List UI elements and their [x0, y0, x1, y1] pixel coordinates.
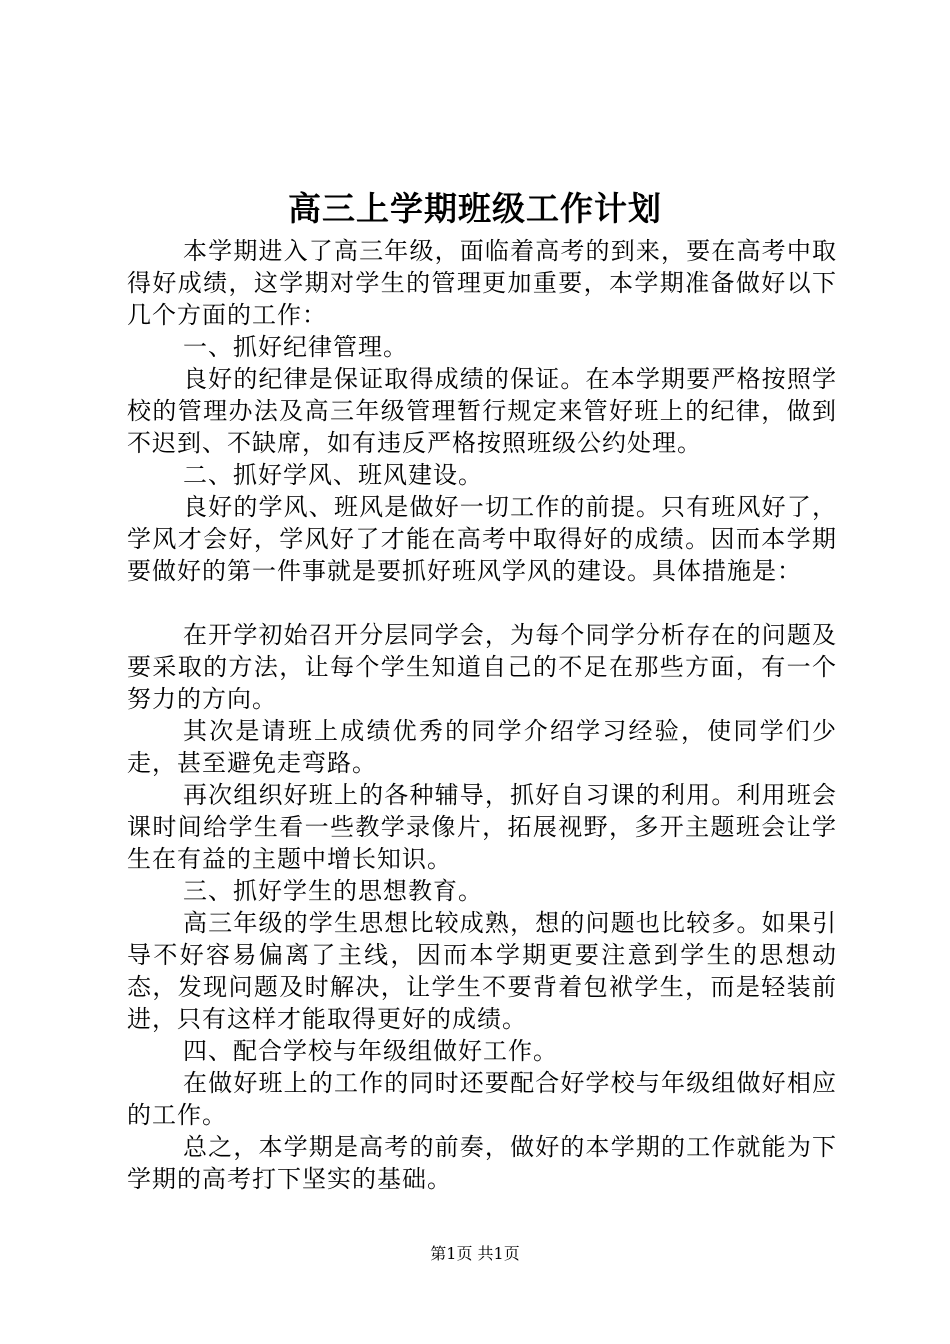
section-heading-thought-education: 三、抓好学生的思想教育。	[183, 877, 483, 905]
paragraph-cooperation: 在做好班上的工作的同时还要配合好学校与年级组做好相应的工作。	[127, 1069, 837, 1129]
document-body	[127, 235, 837, 1195]
paragraph-measure-experience: 其次是请班上成绩优秀的同学介绍学习经验，使同学们少走，甚至避免走弯路。	[127, 717, 837, 777]
paragraph-study-style: 良好的学风、班风是做好一切工作的前提。只有班风好了，学风才会好，学风好了才能在高考中取得好的成绩。因而本学期要做好的第一件事就是要抓好班风学风的建设。具体措施是：	[127, 493, 837, 585]
paragraph-conclusion: 总之，本学期是高考的前奏，做好的本学期的工作就能为下学期的高考打下坚实的基础。	[127, 1133, 837, 1193]
paragraph-measure-meeting: 在开学初始召开分层同学会，为每个同学分析存在的问题及要采取的方法，让每个学生知道自己的不足在那些方面，有一个努力的方向。	[127, 621, 837, 713]
paragraph-measure-tutoring: 再次组织好班上的各种辅导，抓好自习课的利用。利用班会课时间给学生看一些教学录像片，拓展视野，多开主题班会让学生在有益的主题中增长知识。	[127, 781, 837, 873]
section-heading-cooperation: 四、配合学校与年级组做好工作。	[183, 1037, 558, 1065]
intro-paragraph: 本学期进入了高三年级，面临着高考的到来，要在高考中取得好成绩，这学期对学生的管理更加重要，本学期准备做好以下几个方面的工作：	[127, 237, 837, 329]
paragraph-discipline: 良好的纪律是保证取得成绩的保证。在本学期要严格按照学校的管理办法及高三年级管理暂行规定来管好班上的纪律，做到不迟到、不缺席，如有违反严格按照班级公约处理。	[127, 365, 837, 457]
section-heading-discipline: 一、抓好纪律管理。	[183, 333, 408, 361]
section-heading-study-style: 二、抓好学风、班风建设。	[183, 461, 483, 489]
paragraph-thought-education: 高三年级的学生思想比较成熟，想的问题也比较多。如果引导不好容易偏离了主线，因而本学期更要注意到学生的思想动态，发现问题及时解决，让学生不要背着包袱学生，而是轻装前进，只有这样才能取得更好的成绩。	[127, 909, 837, 1033]
page-footer: 第1页 共1页	[430, 1244, 520, 1263]
document-title: 高三上学期班级工作计划	[288, 189, 662, 228]
